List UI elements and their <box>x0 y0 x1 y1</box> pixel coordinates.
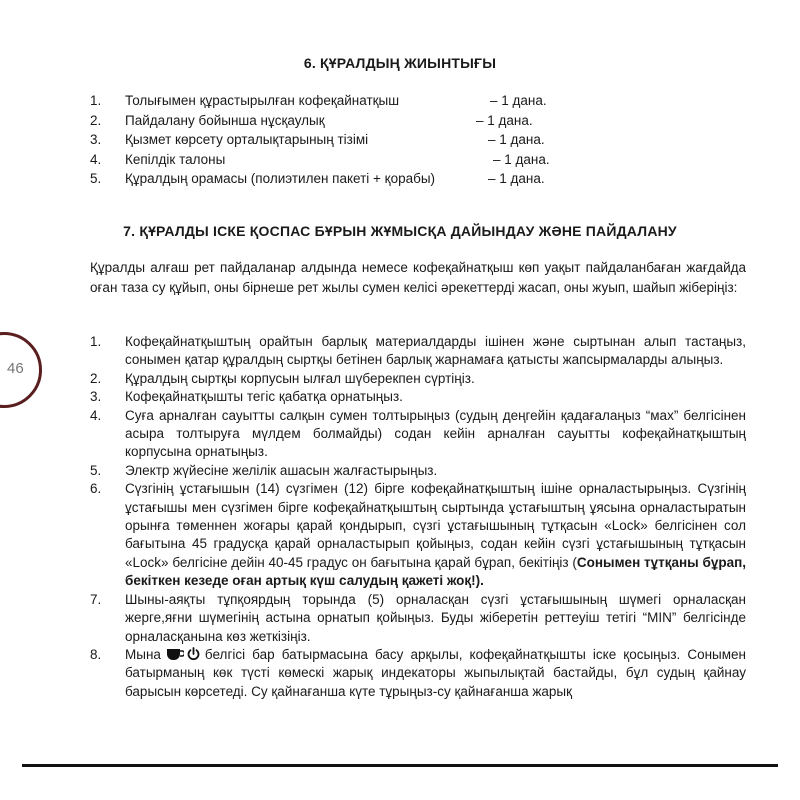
step-text: Кофеқайнатқыштың орайтын барлық материалдарды ішінен және сыртынан алып тастаңыз, сонымен қатар құралдың сыртқы бетінен барлық жарнамаға қатысты жапсырмаларды алыңыз. <box>125 334 746 368</box>
step-number: 7. <box>90 591 102 607</box>
coffee-cup-icon <box>166 648 184 661</box>
step-item <box>90 407 746 462</box>
step-number: 2. <box>90 370 102 386</box>
item-text: Құралдың орамасы (полиэтилен пакеті + қорабы) <box>125 171 436 186</box>
item-number: 2. <box>90 112 102 128</box>
item-quantity: – 1 дана. <box>476 112 533 128</box>
item-text: Кепілдік талоны <box>125 151 226 167</box>
intro-paragraph: Құралды алғаш рет пайдаланар алдында немесе кофеқайнатқыш көп уақыт пайдаланбаған жағдайда оған таза су құйып, оны бірнеше рет жылы сумен келісі әрекеттерді жасап, оны жуып, шайып жіберіңіз: <box>90 260 746 295</box>
step-number: 4. <box>90 407 102 423</box>
step-item <box>90 370 746 388</box>
step-text: Шыны-аяқты тұпқоярдың торында (5) орналасқан сүзгі ұстағышының шүмегі орналасқан жерге,яғни шүмегінің астына орнатып қойыңыз. Буды жіберетін реттеуіш тетігі “MIN” белгісінде орналасқанына көз жеткізіңіз. <box>125 591 746 644</box>
item-number: 1. <box>90 93 102 108</box>
button-icons <box>161 646 205 664</box>
kit-item <box>90 91 570 111</box>
step-text: Кофеқайнатқышты тегіс қабатқа орнатыңыз. <box>125 389 403 405</box>
item-quantity: – 1 дана. <box>490 93 547 108</box>
kit-item <box>90 150 570 170</box>
step-text-pre: Мына <box>125 646 161 662</box>
item-quantity: – 1 дана. <box>493 151 550 167</box>
item-number: 4. <box>90 151 102 167</box>
item-quantity: – 1 дана. <box>488 132 545 147</box>
kit-item <box>90 111 570 131</box>
step-number: 8. <box>90 646 102 662</box>
step-text: Сүзгінің ұстағышын (14) сүзгімен (12) бірге кофеқайнатқыштың ішіне орналастырыңыз. Сүзгінің ұстағышы мен сүзгімен бірге кофеқайнатқыштың сыртында ұстағыштың ұясына орналастыратын орынға төменнен жоғары қарай қондырып, сүзгі ұстағышының тұтқасын «Lock» белгісінен сол бағытына 45 градусқа қарай орналастырып қойыңыз, содан кейін сүзгі ұстағышының тұтқасын «Lock» белгісіне дейін 40-45 градус он бағытына қарай бұрап, бекітіңіз ( <box>125 481 746 570</box>
power-icon <box>187 647 200 661</box>
item-number: 5. <box>90 171 102 186</box>
step-item <box>90 462 746 480</box>
step-number: 3. <box>90 389 102 405</box>
page-number-tab <box>0 332 42 408</box>
item-number: 3. <box>90 132 102 147</box>
preparation-steps-list <box>90 333 746 701</box>
item-text: Қызмет көрсету орталықтарының тізімі <box>125 132 369 147</box>
step-item <box>90 480 746 590</box>
page-number: 46 <box>7 360 24 377</box>
item-text: Толығымен құрастырылған кофеқайнатқыш <box>125 93 400 108</box>
step-item <box>90 333 746 370</box>
step-number: 6. <box>90 481 102 497</box>
step-text: Электр жүйесіне желілік ашасын жалғастырыңыз. <box>125 462 438 478</box>
step-text: белгісі бар батырмасына басу арқылы, кофеқайнатқышты іске қосыңыз. Сонымен батырманың көк түсті көмескі жарық индекаторы жыпылықтай бастайды, бұл судың қайнау барысын көрсетеді. Су қайнағанша күте тұрыңыз-су қайнағанша жарық <box>125 646 746 699</box>
step-number: 5. <box>90 462 102 478</box>
kit-item <box>90 130 570 150</box>
kit-contents-list <box>90 91 570 189</box>
item-text: Пайдалану бойынша нұсқаулық <box>125 112 325 128</box>
step-text: Суға арналған сауытты салқын сумен толтырыңыз (судың деңгейін қадағалаңыз “мах” белгісінен асыра толтыруға мүлдем болмайды) содан кейін арналған сауытты кофеқайнатқыштың корпусына орнатыңыз. <box>125 407 746 460</box>
step-item <box>90 646 746 701</box>
section-6-heading: 6. ҚҰРАЛДЫҢ ЖИЫНТЫҒЫ <box>303 55 497 71</box>
step-text: Құралдың сыртқы корпусын ылғал шүберекпен сүртіңіз. <box>125 370 475 386</box>
step-number: 1. <box>90 334 102 349</box>
step-warning: Сонымен тұтқаны бұрап, бекіткен кезеде оған артық күш салудың қажеті жоқ!). <box>125 554 746 589</box>
step-item <box>90 591 746 646</box>
kit-item <box>90 169 570 189</box>
item-quantity: – 1 дана. <box>488 171 545 186</box>
step-item <box>90 388 746 406</box>
footer-rule <box>22 764 778 767</box>
section-7-heading: 7. ҚҰРАЛДЫ ІСКЕ ҚОСПАС БҰРЫН ЖҰМЫСҚА ДАЙЫНДАУ ЖӘНЕ ПАЙДАЛАНУ <box>123 223 677 239</box>
